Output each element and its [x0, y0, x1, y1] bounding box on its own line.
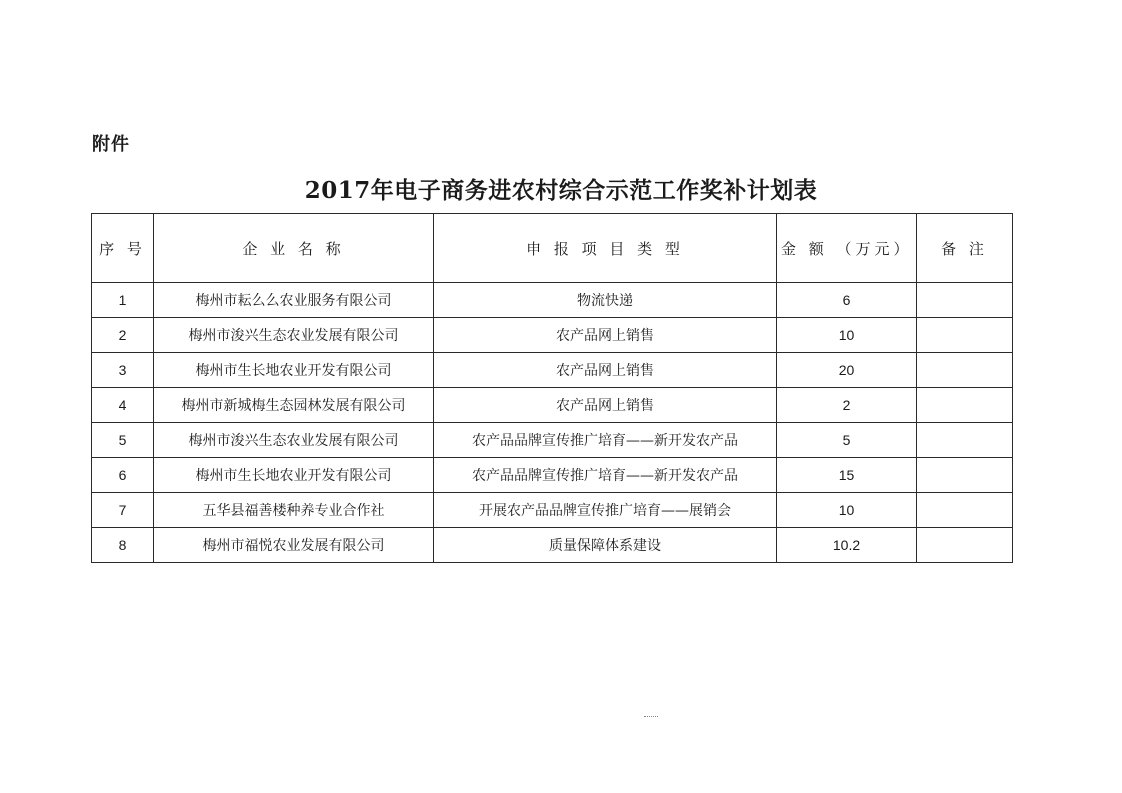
table-row: [92, 458, 1013, 493]
table-row: [92, 423, 1013, 458]
cell-amount: 10.2: [777, 528, 917, 563]
cell-company: 梅州市生长地农业开发有限公司: [154, 353, 434, 388]
cell-seq: 6: [92, 458, 154, 493]
cell-seq: 2: [92, 318, 154, 353]
cell-type: 农产品品牌宣传推广培育——新开发农产品: [434, 458, 777, 493]
cell-seq: 7: [92, 493, 154, 528]
cell-type: 农产品网上销售: [434, 388, 777, 423]
cell-remark: [917, 458, 1013, 493]
cell-amount: 2: [777, 388, 917, 423]
cell-company: 梅州市耘么么农业服务有限公司: [154, 283, 434, 318]
cell-type: 开展农产品品牌宣传推广培育——展销会: [434, 493, 777, 528]
cell-company: 五华县福善楼种养专业合作社: [154, 493, 434, 528]
cell-remark: [917, 423, 1013, 458]
cell-seq: 3: [92, 353, 154, 388]
attachment-label: 附件: [92, 134, 130, 155]
cell-remark: [917, 493, 1013, 528]
cell-remark: [917, 388, 1013, 423]
cell-seq: 8: [92, 528, 154, 563]
scan-speck: [644, 716, 658, 719]
header-amount: 金 额 （万元）: [777, 214, 917, 283]
cell-remark: [917, 353, 1013, 388]
cell-amount: 15: [777, 458, 917, 493]
cell-seq: 5: [92, 423, 154, 458]
header-remark: 备 注: [917, 214, 1013, 283]
cell-amount: 6: [777, 283, 917, 318]
cell-seq: 4: [92, 388, 154, 423]
header-type: 申 报 项 目 类 型: [434, 214, 777, 283]
header-seq: 序 号: [92, 214, 154, 283]
cell-company: 梅州市浚兴生态农业发展有限公司: [154, 318, 434, 353]
table-row: [92, 493, 1013, 528]
cell-type: 农产品网上销售: [434, 353, 777, 388]
cell-amount: 5: [777, 423, 917, 458]
cell-type: 质量保障体系建设: [434, 528, 777, 563]
table-row: [92, 283, 1013, 318]
cell-remark: [917, 283, 1013, 318]
table-row: [92, 353, 1013, 388]
cell-company: 梅州市浚兴生态农业发展有限公司: [154, 423, 434, 458]
cell-seq: 1: [92, 283, 154, 318]
table-row: [92, 318, 1013, 353]
document-title: 2017年电子商务进农村综合示范工作奖补计划表: [304, 177, 818, 204]
cell-amount: 10: [777, 318, 917, 353]
table-row: [92, 528, 1013, 563]
cell-type: 物流快递: [434, 283, 777, 318]
cell-type: 农产品品牌宣传推广培育——新开发农产品: [434, 423, 777, 458]
cell-type: 农产品网上销售: [434, 318, 777, 353]
table-row: [92, 388, 1013, 423]
table-header-row: [92, 214, 1013, 283]
subsidy-plan-table: [91, 213, 1013, 563]
cell-company: 梅州市生长地农业开发有限公司: [154, 458, 434, 493]
cell-amount: 20: [777, 353, 917, 388]
cell-remark: [917, 318, 1013, 353]
header-company: 企 业 名 称: [154, 214, 434, 283]
cell-company: 梅州市福悦农业发展有限公司: [154, 528, 434, 563]
cell-company: 梅州市新城梅生态园林发展有限公司: [154, 388, 434, 423]
cell-remark: [917, 528, 1013, 563]
cell-amount: 10: [777, 493, 917, 528]
